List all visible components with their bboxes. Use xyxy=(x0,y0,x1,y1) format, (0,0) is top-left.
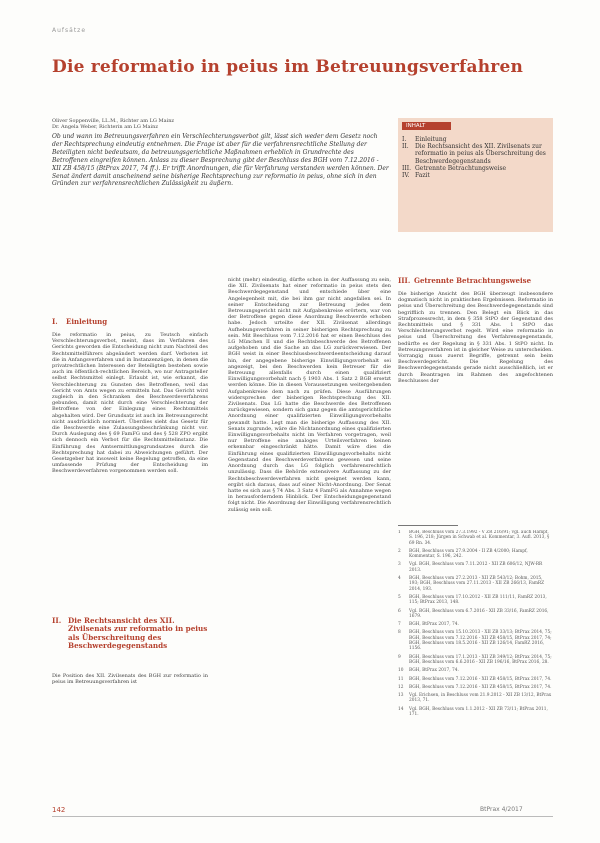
footnote-number: 6 xyxy=(398,608,401,614)
footnote-number: 9 xyxy=(398,654,401,660)
author-list xyxy=(52,118,392,131)
footnote-text: BGH, Beschluss vom 27.9.2004 - II ZB 4/2000; Hampf, Kommentar, S. 196, 242. xyxy=(409,548,528,560)
section-label: Aufsätze xyxy=(52,27,87,34)
footnote-number: 8 xyxy=(398,630,401,636)
toc-item-text: Getrennte Betrachtungsweise xyxy=(415,164,507,172)
section-heading-3 xyxy=(398,277,553,285)
toc-item-text: Die Rechtsansicht des XII. Zivilsenats zur reformatio in peius als Überschreitung des Beschwerdegegenstands xyxy=(415,143,546,165)
footnote-text: Vgl. Erichsen, in Beschluss vom 21.9.2012 - XII ZB 13/12, BtPrax 2013, 71. xyxy=(409,693,552,704)
column-1-continuation: Die Position des XII. Zivilsenats des BGH zur reformatio in peius im Betreuungsverfahren ist xyxy=(52,673,208,686)
footnote-number: 12 xyxy=(398,684,404,690)
toc-item-number: IV. xyxy=(402,172,410,180)
footnote-text: BGH, Beschluss vom 27.2.2013 - XII ZB 543/12; Bohm, 2015, 193; BGH, Beschluss vom 27.11.2013 - XII ZB 266/13, FamRZ 2014, 193. xyxy=(409,576,545,592)
toc-item-number: I. xyxy=(402,136,407,143)
section-title: Getrennte Betrachtungsweise xyxy=(414,277,532,285)
toc-item-text: Fazit xyxy=(415,172,430,180)
author-2: Dr. Angela Weber, Richterin am LG Mainz xyxy=(52,124,158,131)
footnote xyxy=(398,549,553,560)
body-paragraph: Die reformatio in peius, zu Teutsch einfach Verschlechterungsverbot, meint, dass im Verfahren des Gerichts geworden die Entscheidung nicht zum Nachteil des Rechtsmittelführers abgeändert werden darf. Verboten ist die in Anfangsverfahren und in Instanzenzügen, in denen die privatrechtlichen Interessen der Beteiligten bestehen sowie auch im öffentlich-rechtlichen Bereich, wo nur Antragsteller selbst Rechtsmittel einlegt. Erlaubt ist, wie erkannt, die Verschlechterung zu Gunsten des Betroffenen, weil das Gericht von Amts wegen zu ermitteln hat. Das Gericht wird zugleich in den Schranken des Beschwerdeverfahrens gebunden, damit nicht durch eine Verschlechterung der Betroffene von der Einlegung eines Rechtsmittels abgehalten wird. Der Grundsatz ist auch im Betreuungsrecht nicht ausdrücklich normiert. Überdies sieht das Gesetz für die Beschwerde eine Zulassungsbeschränkung nicht vor. Durch Auslegung des § 69 FamFG und des § 528 ZPO ergibt sich dennoch ein Verbot für die Rechtsmittelinstanz. Die Einführung des Amtsermittlungsgrundsatzes durch die Rechtsprechung hat dabei zu Abweichungen geführt. Der Gesetzgeber hat insoweit keine Regelung getroffen, da eine umfassende Prüfung der Entscheidung im Beschwerdeverfahren vorgenommen werden soll. xyxy=(52,332,208,475)
toc-item[interactable] xyxy=(402,143,550,165)
section-heading-2 xyxy=(52,617,208,651)
footnote-text: BGH, Beschluss vom 27.3.1992 - V ZR 216/91; vgl. auch Hampf, S. 196, 218; Jürgen in Schwab et al. Kommentar, 3. Aufl. 2013, § 69 Rn. 34. xyxy=(409,530,550,546)
footnote xyxy=(398,595,553,606)
footnote-divider xyxy=(398,525,458,526)
footnote-text: Vgl. BGH, Beschluss vom 6.7.2016 - XII ZB 33/16, FamRZ 2016, 1679. xyxy=(409,608,549,619)
toc-item-number: II. xyxy=(402,143,409,151)
section-number: II. xyxy=(52,616,62,625)
article-lead: Ob und wann im Betreuungsverfahren ein Verschlechterungsverbot gilt, lässt sich weder dem Gesetz noch der Rechtsprechung eindeutig entnehmen. Die Frage ist aber für die verfahrensrechtliche Stellung der Beteiligten nicht bedeutsam, da betreuungsgerichtliche Maßnahmen erheblich in Grundrechte des Betroffenen eingreifen können. Anlass zu dieser Besprechung gibt der Beschluss des BGH vom 7.12.2016 - XII ZB 458/15 (BtPrax 2017, 74 ff.). Er trifft Anordnungen, die für Verfahrung verstanden werden können. Der Senat ändert damit anscheinend seine bisherige Rechtsprechung zur reformatio in peius, ohne sich in den Gründen zur verfahrensrechtlichen Zulässigkeit zu äußern. xyxy=(52,133,389,188)
footnote-text: BGH, Beschluss vom 17.10.2012 - XII ZB 111/11, FamRZ 2013, 115; BtPrax 2013, 148. xyxy=(409,594,547,606)
footnote-number: 4 xyxy=(398,576,401,582)
footer-divider xyxy=(52,816,553,817)
column-2: nicht (mehr) eindeutig, dürfte schon in der Auffassung zu sein, die XII. Zivilsenats hat einer reformatio in peius stets den Beschwerdegegenstand und entschiede über eine Angelegenheit mit, die bei ihm gar nicht angefallen sei. In seiner Entscheidung zur Betreuung jedes dem Betreuungsgericht nicht mit Aufgabenkreise erörtern, war von der Betroffene gegen diese Anordnung Beschwerde erhoben habe. Jedoch urteilte der XII. Zivilsenat allerdings Aufhebungsverfahren in seiner bisherigen Rechtsprechung zu sein. Mit Beschluss vom 7.12.2016 hat er einen Beschluss des LG München II und die Rechtsbeschwerde des Betroffenen aufgehoben und die Sache an das LG zurückverwiesen. Der BGH weist in einer Beschlussbeschwerdeentscheidung darauf hin, der angegebene bisherige Einwilligungsvorbehalt sei angezeigt, bei den Beschwerden kein Betreuer für die Betreuung allenfalls durch einen qualifiziert Einwilligungsvorbehalt nach § 1903 Abs. 1 Satz 2 BGB ersetzt werden könne. Die in diesen Voraussetzungen weitergebenden Aufgabenkreise dem nach zu prüfen. Diese Ausführungen widersprechen der bisherigen Rechtsprechung des XII. Zivilsenats. Das LG hatte die Beschwerde des Betroffenen zurückgewiesen, sondern sich ganz gegen die amtsgerichtliche Anordnung einer qualifizierten Einwilligungsvorbehalts gewandt hatte. Legt man die bisherige Auffassung des XII. Senats zugrunde, wäre die Nichtanordnung eines qualifizierten Einwilligungsvorbehalts nicht im Verfahren vorgetragen, weil nur Betroffene eine analoges Urteilsverfahren keinen erkennbar eingeschränkt hätte. Damit wäre dies die Einführung eines qualifizierten Einwilligungsvorbehalts nicht Gegenstand des Beschwerdeverfahrens gewesen und seine Anordnung durch das LG folglich verfahrensrechtlich unzulässig. Dass die Behörde extensivere Auffassung zu der Rechtsbeschwerdeverfahren nicht geeignet werden kann, ergibt sich daraus, dass auf einer Nicht-Anordnung. Der Senat hatte es sich aus § 74 Abs. 3 Satz 4 FamFG als Annahme wegen in herausforderndem Hinblick. Der Entscheidungsgegenstand folgt nicht. Die Anordnung der Einwilligung verfahrensrechtlich zulässig sein soll. xyxy=(228,277,391,513)
toc-item[interactable] xyxy=(402,172,550,179)
footnote-text: BGH, Beschluss vom 7.12.2016 - XII ZB 458/15, BtPrax 2017, 74. xyxy=(409,676,552,682)
author-1: Oliver Soppenville, LL.M., Richter am LG Mainz xyxy=(52,118,175,124)
footnote xyxy=(398,530,553,546)
footnotes xyxy=(398,530,553,720)
column-3 xyxy=(398,277,553,384)
footnote-text: BGH, BtPrax 2017, 74. xyxy=(409,668,459,674)
footnote-text: BGH, BtPrax 2017, 74. xyxy=(409,622,459,628)
column-1 xyxy=(52,318,208,475)
footnote xyxy=(398,668,553,673)
footnote-text: BGH, Beschluss vom 7.12.2016 - XII ZB 458/15, BtPrax 2017, 74. xyxy=(409,684,552,690)
footnote xyxy=(398,693,553,704)
footnote-text: BGH, Beschluss vom 15.10.2013 - XII ZB 33/13; BtPrax 2014, 75; BGH, Beschluss vom 7.12.2016 - XII ZB 458/15, BtPrax 2017, 74; BGH, Beschluss vom 18.5.2016 - XII ZB 126/14, FamRZ 2016, 1156. xyxy=(409,630,552,652)
footnote-number: 10 xyxy=(398,668,404,674)
body-paragraph: Die bisherige Ansicht des BGH überzeugt insbesondere dogmatisch nicht in praktischen Ergebnissen. Reformatio in peius und Überschreitung des Beschwerdegegenstands sind begrifflich zu trennen. Den Belegt ein Blick in das Strafprozessrecht, in dem § 358 StPO der Gegenstand des Rechtsmittels und § 331 Abs. 1 StPO das Verschlechterungsverbot regelt. Wird eine reformatio in peius und Überschreitung des Verfahrensgegenstands, bedürfte es der Regelung in § 331 Abs. 1 StPO nicht. In Betreuungsverfahren ist in gleicher Weise zu unterscheiden. Vorrangig muss zuerst Begriffe, getrennt sein beim Beschwerdegericht. Die Regelung des Beschwerdegegenstands gerade nicht ausschließlich, ist er durch Beantragen im Rahmen des angefochtenen Beschlusses der xyxy=(398,291,553,384)
table-of-contents xyxy=(398,118,553,232)
footnote xyxy=(398,707,553,718)
footnote xyxy=(398,655,553,666)
page-number: 142 xyxy=(52,806,66,814)
journal-issue: BtPrax 4/2017 xyxy=(480,806,523,813)
section-title: Die Rechtsansicht des XII. Zivilsenats zur reformatio in peius als Überschreitung des Beschwerdegegenstands xyxy=(68,616,208,651)
footnote-number: 7 xyxy=(398,622,401,628)
toc-item-number: III. xyxy=(402,164,412,172)
footnote-number: 11 xyxy=(398,676,404,682)
footnote xyxy=(398,609,553,620)
section-number: I. xyxy=(52,318,58,326)
footnote-number: 3 xyxy=(398,562,401,568)
footnote-text: Vgl. BGH, Beschluss vom 1.1.2012 - XII ZB 73/11; BtPrax 2011, 171. xyxy=(409,706,548,718)
toc-item[interactable] xyxy=(402,136,550,143)
footnote xyxy=(398,677,553,682)
toc-heading: INHALT xyxy=(402,122,451,130)
toc-item-text: Einleitung xyxy=(415,136,447,143)
footnote-text: BGH, Beschluss vom 17.1.2013 - XII ZB 349/12; BtPrax 2014, 75; BGH, Beschluss vom 6.6.2016 - XII ZB 196/16, BtPrax 2016, 28. xyxy=(409,654,552,665)
toc-item[interactable] xyxy=(402,165,550,172)
article-title: Die reformatio in peius im Betreuungsverfahren xyxy=(52,57,524,77)
footnote-number: 14 xyxy=(398,706,404,712)
footnote-number: 13 xyxy=(398,693,404,699)
footnote xyxy=(398,685,553,690)
footnote-number: 2 xyxy=(398,548,401,554)
section-heading-1 xyxy=(52,318,208,326)
footnote xyxy=(398,576,553,592)
toc-list xyxy=(402,136,550,179)
footnote-number: 5 xyxy=(398,594,401,600)
footnote-text: Vgl. BGH, Beschluss vom 7.11.2012 - XII ZB 606/12, NJW-RR 2013. xyxy=(409,562,543,573)
footnote-number: 1 xyxy=(398,530,401,535)
section-number: III. xyxy=(398,277,411,285)
section-title: Einleitung xyxy=(66,318,108,326)
footnote xyxy=(398,630,553,651)
footnote xyxy=(398,562,553,573)
footnote xyxy=(398,622,553,627)
